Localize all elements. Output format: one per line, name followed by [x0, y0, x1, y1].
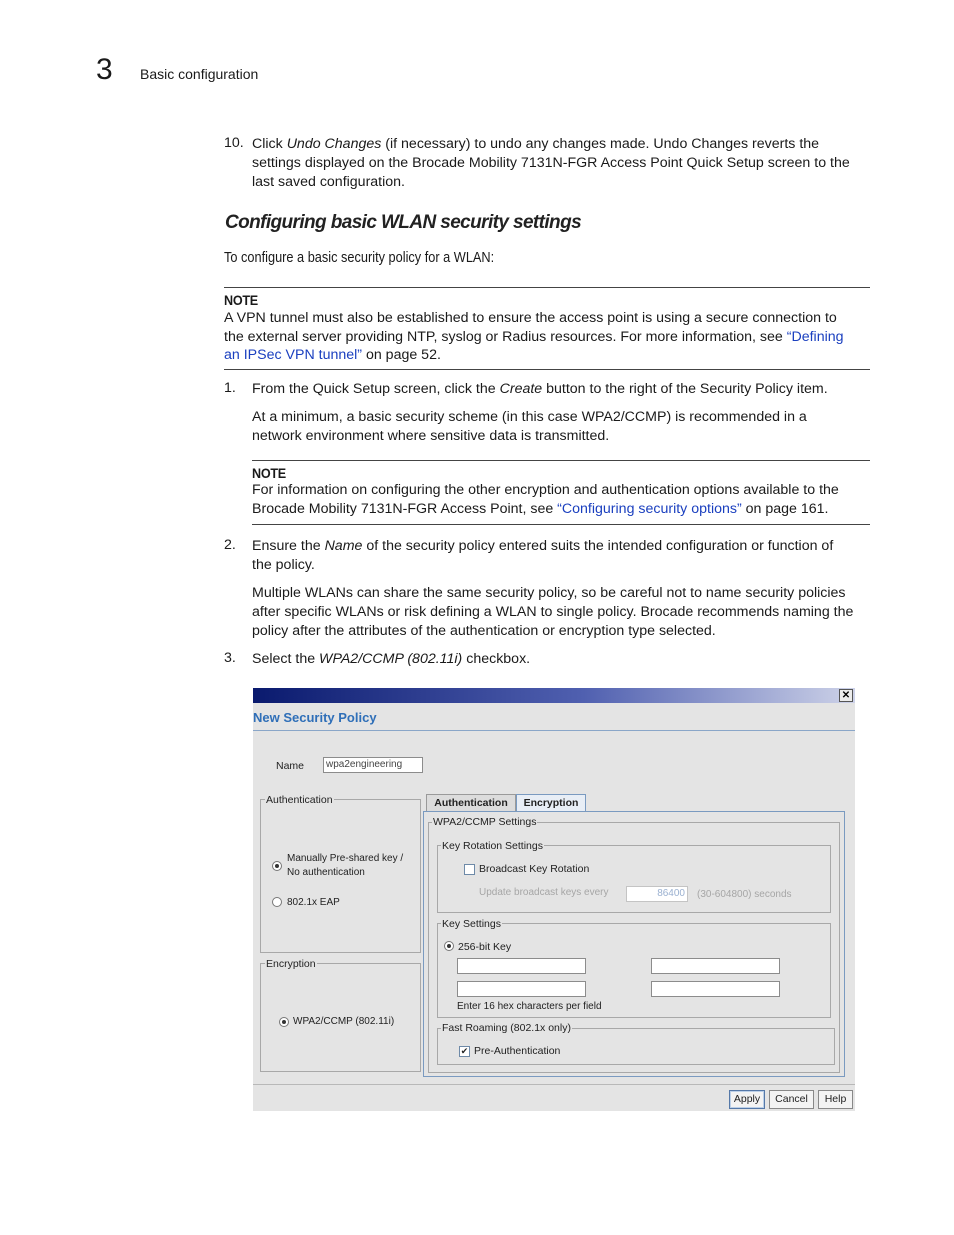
fast-roaming-title: Fast Roaming (802.1x only)	[442, 1022, 571, 1034]
enc-option-wpa2-ccmp: WPA2/CCMP (802.11i)	[293, 1016, 395, 1027]
note-rule-top	[252, 460, 870, 461]
text: the external server providing NTP, syslog or Radius resources. For more information, see	[224, 329, 787, 345]
text: Ensure the	[252, 538, 325, 554]
emphasis: Name	[324, 538, 363, 554]
radio-wpa2-ccmp[interactable]	[279, 1017, 289, 1027]
step-number: 10.	[224, 135, 244, 151]
help-button[interactable]: Help	[818, 1090, 853, 1109]
auth-option-no-auth: No authentication	[287, 867, 365, 878]
note1-line3	[224, 346, 441, 365]
note-label: NOTE	[224, 292, 258, 308]
radio-manual-psk[interactable]	[272, 861, 282, 871]
update-interval-field[interactable]: 86400	[626, 886, 688, 902]
step2-sub3: policy after the attributes of the authentication or encryption type selected.	[252, 623, 716, 639]
chapter-number: 3	[96, 53, 113, 86]
key-settings-title: Key Settings	[442, 918, 501, 930]
key-rotation-group	[437, 845, 831, 913]
auth-option-8021x-eap: 802.1x EAP	[287, 897, 340, 908]
step1-sub1: At a minimum, a basic security scheme (in this case WPA2/CCMP) is recommended in a	[252, 409, 807, 425]
title-divider	[253, 730, 855, 731]
dialog-titlebar	[253, 688, 855, 703]
note-rule-bottom	[224, 369, 870, 370]
link-configuring-security-options[interactable]: “Configuring security options”	[557, 501, 742, 517]
link-ipsec-vpn-tunnel[interactable]: an IPSec VPN tunnel”	[224, 347, 363, 363]
step2-line2: the policy.	[252, 557, 315, 573]
radio-8021x-eap[interactable]	[272, 897, 282, 907]
step-number: 2.	[224, 537, 236, 553]
text: From the Quick Setup screen, click the	[252, 381, 500, 397]
update-broadcast-label: Update broadcast keys every	[479, 887, 609, 898]
key-field-1[interactable]	[457, 958, 586, 974]
authentication-group-title: Authentication	[266, 794, 333, 806]
broadcast-key-rotation-label: Broadcast Key Rotation	[479, 863, 590, 875]
name-label: Name	[276, 760, 305, 772]
note1-line1: A VPN tunnel must also be established to ensure the access point is using a secure connection to	[224, 310, 837, 326]
pre-authentication-label: Pre-Authentication	[474, 1045, 561, 1057]
step2-sub1: Multiple WLANs can share the same security policy, so be careful not to name security policies	[252, 585, 846, 601]
note2-line1: For information on configuring the other encryption and authentication options available to the	[252, 482, 839, 498]
note1-line2	[224, 328, 844, 347]
key-field-2[interactable]	[651, 958, 780, 974]
radio-256-bit-key-label: 256-bit Key	[458, 941, 512, 953]
note-rule-top	[224, 287, 870, 288]
auth-option-manual-psk: Manually Pre-shared key /	[287, 853, 404, 864]
step1-line1	[252, 380, 828, 399]
step10-line1	[252, 135, 819, 154]
key-rotation-title: Key Rotation Settings	[442, 840, 543, 852]
tab-authentication[interactable]: Authentication	[426, 794, 516, 812]
text: (if necessary) to undo any changes made. Undo Changes reverts the	[381, 136, 820, 152]
step1-sub2: network environment where sensitive data is transmitted.	[252, 428, 610, 444]
text: of the security policy entered suits the intended configuration or function of	[362, 538, 834, 554]
link-defining-ipsec-vpn-tunnel[interactable]: “Defining	[786, 329, 844, 345]
radio-256-bit-key[interactable]	[444, 941, 454, 951]
intro-text: To configure a basic security policy for a WLAN:	[224, 250, 495, 266]
text: Click	[252, 136, 287, 152]
step2-sub2: after specific WLANs or risk defining a WLAN to single policy. Brocade recommends naming the	[252, 604, 854, 620]
key-field-4[interactable]	[651, 981, 780, 997]
pre-authentication-checkbox[interactable]: ✔	[460, 1046, 469, 1056]
update-interval-range: (30-604800) seconds	[697, 889, 792, 900]
text: Select the	[252, 651, 320, 667]
text: checkbox.	[462, 651, 531, 667]
dialog-title: New Security Policy	[253, 710, 377, 725]
step10-line3: last saved configuration.	[252, 174, 406, 190]
text: on page 161.	[741, 501, 829, 517]
step10-line2: settings displayed on the Brocade Mobility 7131N-FGR Access Point Quick Setup screen to the	[252, 155, 850, 171]
text: button to the right of the Security Policy item.	[542, 381, 828, 397]
emphasis: Undo Changes	[286, 136, 382, 152]
note-label: NOTE	[252, 465, 286, 481]
apply-button[interactable]: Apply	[729, 1090, 765, 1109]
name-field[interactable]: wpa2engineering	[323, 757, 423, 773]
emphasis: Create	[499, 381, 543, 397]
chapter-title: Basic configuration	[140, 66, 259, 82]
tab-encryption[interactable]: Encryption	[516, 794, 586, 812]
note-rule-bottom	[252, 524, 870, 525]
note2-line2	[252, 500, 828, 519]
text: on page 52.	[362, 347, 441, 363]
key-field-3[interactable]	[457, 981, 586, 997]
step2-line1	[252, 537, 833, 556]
cancel-button[interactable]: Cancel	[769, 1090, 814, 1109]
wpa2-ccmp-settings-title: WPA2/CCMP Settings	[433, 816, 537, 828]
emphasis: WPA2/CCMP (802.11i)	[319, 651, 463, 667]
step-number: 1.	[224, 380, 236, 396]
step-number: 3.	[224, 650, 236, 666]
key-hint: Enter 16 hex characters per field	[457, 1001, 602, 1012]
encryption-group-title: Encryption	[266, 958, 316, 970]
section-heading: Configuring basic WLAN security settings	[225, 212, 582, 233]
step3-line1	[252, 650, 530, 669]
close-icon[interactable]: ✕	[839, 689, 853, 702]
broadcast-key-rotation-checkbox[interactable]	[464, 864, 475, 875]
new-security-policy-dialog	[253, 688, 855, 1111]
text: Brocade Mobility 7131N-FGR Access Point, see	[252, 501, 558, 517]
button-bar-divider	[253, 1084, 855, 1085]
